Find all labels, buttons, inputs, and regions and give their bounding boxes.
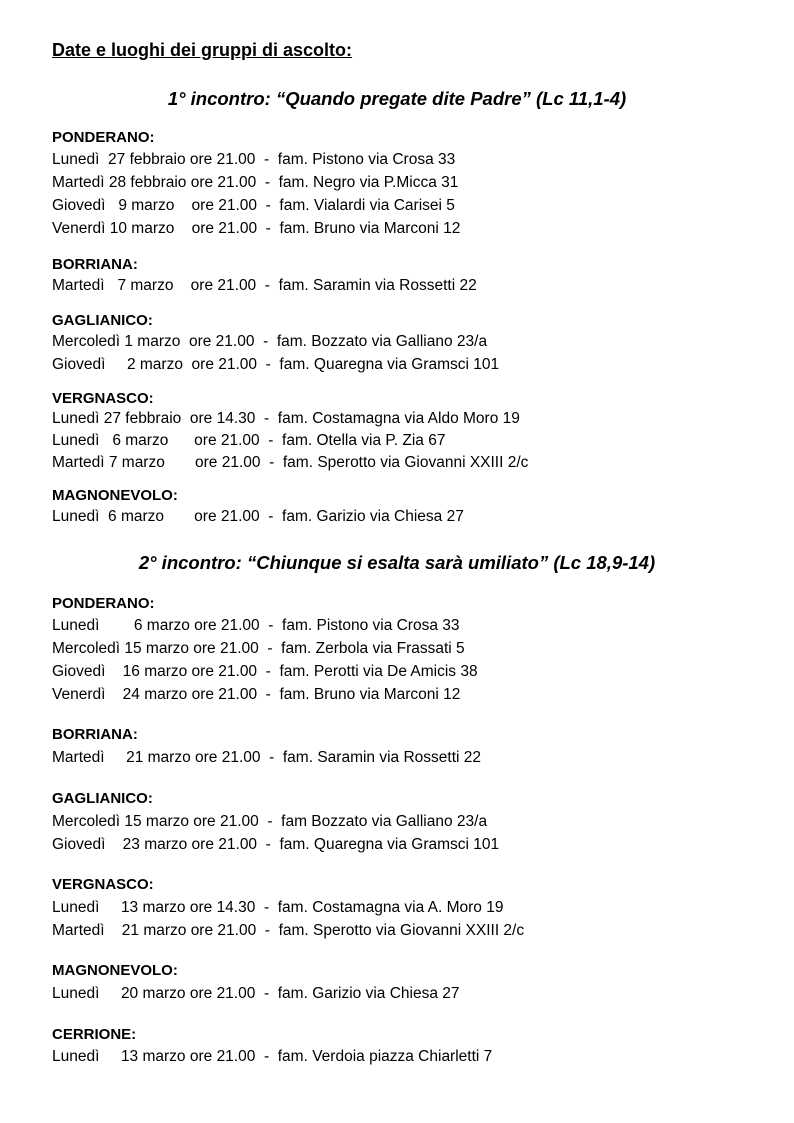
schedule-entry: Giovedì 23 marzo ore 21.00 - fam. Quaregna via Gramsci 101: [52, 836, 500, 853]
schedule-entry: Giovedì 16 marzo ore 21.00 - fam. Perotti via De Amicis 38: [52, 663, 478, 680]
place-heading: BORRIANA:: [52, 726, 138, 743]
place-heading: PONDERANO:: [52, 595, 155, 612]
schedule-entry: Mercoledì 15 marzo ore 21.00 - fam. Zerbola via Frassati 5: [52, 640, 465, 657]
schedule-entry: Venerdì 10 marzo ore 21.00 - fam. Bruno via Marconi 12: [52, 220, 461, 237]
place-heading: VERGNASCO:: [52, 390, 154, 407]
schedule-entry: Martedì 7 marzo ore 21.00 - fam. Saramin via Rossetti 22: [52, 277, 477, 294]
schedule-entry: Martedì 21 marzo ore 21.00 - fam. Sperotto via Giovanni XXIII 2/c: [52, 922, 525, 939]
meeting-1-title: 1° incontro: “Quando pregate dite Padre” (Lc 11,1-4): [167, 88, 627, 109]
place-heading: MAGNONEVOLO:: [52, 962, 178, 979]
schedule-entry: Lunedì 27 febbraio ore 14.30 - fam. Costamagna via Aldo Moro 19: [52, 410, 520, 427]
place-heading: GAGLIANICO:: [52, 790, 153, 807]
schedule-entry: Lunedì 27 febbraio ore 21.00 - fam. Pistono via Crosa 33: [52, 151, 456, 168]
place-heading: CERRIONE:: [52, 1026, 137, 1043]
meeting-2-title: 2° incontro: “Chiunque si esalta sarà umiliato” (Lc 18,9-14): [138, 552, 656, 573]
place-heading: BORRIANA:: [52, 256, 138, 273]
schedule-entry: Lunedì 6 marzo ore 21.00 - fam. Pistono via Crosa 33: [52, 617, 460, 634]
schedule-entry: Lunedì 6 marzo ore 21.00 - fam. Otella via P. Zia 67: [52, 432, 446, 449]
schedule-entry: Mercoledì 15 marzo ore 21.00 - fam Bozzato via Galliano 23/a: [52, 813, 488, 830]
place-heading: GAGLIANICO:: [52, 312, 153, 329]
place-heading: MAGNONEVOLO:: [52, 487, 178, 504]
schedule-entry: Martedì 7 marzo ore 21.00 - fam. Sperotto via Giovanni XXIII 2/c: [52, 454, 529, 471]
schedule-entry: Giovedì 9 marzo ore 21.00 - fam. Vialardi via Carisei 5: [52, 197, 455, 214]
schedule-entry: Mercoledì 1 marzo ore 21.00 - fam. Bozzato via Galliano 23/a: [52, 333, 488, 350]
schedule-entry: Martedì 21 marzo ore 21.00 - fam. Saramin via Rossetti 22: [52, 749, 482, 766]
schedule-entry: Lunedì 20 marzo ore 21.00 - fam. Garizio via Chiesa 27: [52, 985, 460, 1002]
place-heading: VERGNASCO:: [52, 876, 154, 893]
schedule-entry: Lunedì 13 marzo ore 14.30 - fam. Costamagna via A. Moro 19: [52, 899, 504, 916]
schedule-entry: Venerdì 24 marzo ore 21.00 - fam. Bruno via Marconi 12: [52, 686, 461, 703]
page-title: Date e luoghi dei gruppi di ascolto:: [52, 40, 353, 60]
schedule-entry: Lunedì 6 marzo ore 21.00 - fam. Garizio via Chiesa 27: [52, 508, 464, 525]
schedule-entry: Lunedì 13 marzo ore 21.00 - fam. Verdoia piazza Chiarletti 7: [52, 1048, 493, 1065]
schedule-entry: Martedì 28 febbraio ore 21.00 - fam. Negro via P.Micca 31: [52, 174, 459, 191]
schedule-entry: Giovedì 2 marzo ore 21.00 - fam. Quaregna via Gramsci 101: [52, 356, 500, 373]
place-heading: PONDERANO:: [52, 129, 155, 146]
